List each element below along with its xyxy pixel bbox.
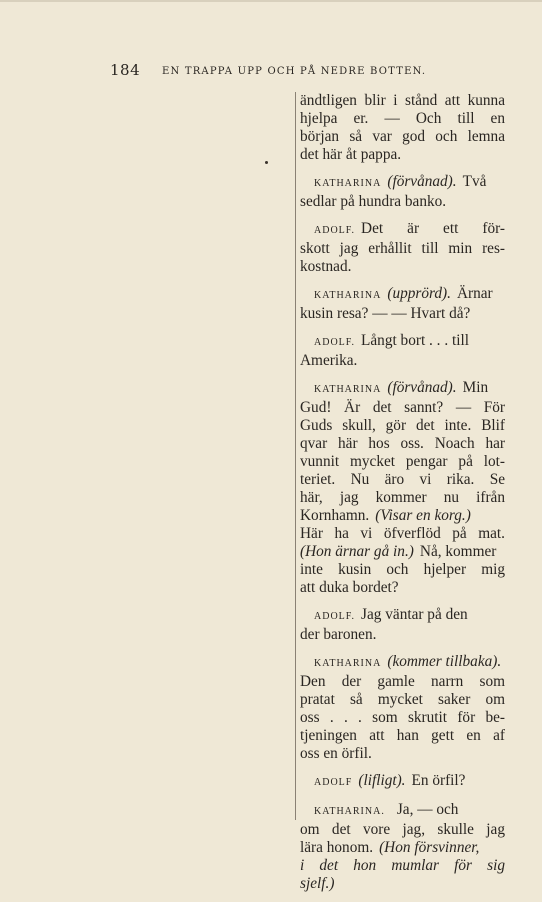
speech-text: lära honom. (300, 839, 374, 856)
text-line: der baronen. (300, 626, 377, 643)
stage-direction: (förvånad). (387, 379, 457, 396)
speech-text: Långt bort . . . till (361, 332, 469, 349)
text-line: Den der gamle narrn som (300, 673, 505, 690)
text-line: det här åt pappa. (300, 146, 402, 163)
speech-text: Ärnar (456, 285, 493, 302)
column-rule (295, 92, 296, 820)
speech-first-line (300, 220, 505, 240)
speech-adolf-4 (300, 772, 505, 792)
text-line: kostnad. (300, 258, 352, 275)
text-line: sedlar på hundra banko. (300, 193, 447, 210)
text-line: Amerika. (300, 352, 358, 369)
text-line: oss . . . som skrutit för be- (300, 709, 505, 726)
text-line: här, jag kommer nu ifrån (300, 489, 505, 506)
stage-direction: (upprörd). (387, 285, 451, 302)
top-edge-rule (0, 0, 542, 2)
text-line: Här ha vi öfverflöd på mat. (300, 525, 505, 542)
text-line (300, 839, 505, 857)
text-line (300, 507, 505, 525)
speaker-name: KATHARINA (314, 658, 382, 669)
stage-direction: (Hon försvinner, (379, 839, 480, 856)
stage-direction: (lifligt). (358, 772, 406, 789)
speech-first-line (300, 173, 505, 193)
running-title: EN TRAPPA UPP OCH PÅ NEDRE BOTTEN. (162, 66, 427, 77)
speech-first-line (300, 801, 505, 821)
speech-text: Jag väntar på den (361, 606, 468, 623)
stage-direction: (förvånad). (387, 173, 457, 190)
text-line (300, 543, 505, 561)
text-line: teriet. Nu äro vi rika. Se (300, 471, 505, 488)
text-line: ändtligen blir i stånd att kunna (300, 92, 505, 109)
speaker-name: ADOLF. (314, 337, 356, 348)
speech-first-line (300, 379, 505, 399)
text-line: tjeningen att han gett en af (300, 727, 505, 744)
speech-text: En örfil? (411, 772, 466, 789)
text-line: att duka bordet? (300, 579, 399, 596)
text-line: skott jag erhållit till min res- (300, 240, 505, 257)
text-line: inte kusin och hjelper mig (300, 561, 505, 578)
speech-text: Ja, — och (396, 801, 459, 818)
text-line: hjelpa er. — Och till en (300, 110, 505, 127)
speech-first-line (300, 606, 505, 626)
speaker-name: KATHARINA (314, 178, 382, 189)
speech-first-line (300, 332, 505, 352)
speech-katharina-2 (300, 285, 505, 323)
speech-first-line (300, 285, 505, 305)
speech-first-line (300, 772, 505, 792)
stage-direction: (Visar en korg.) (375, 507, 471, 524)
speech-adolf-3 (300, 606, 505, 644)
speaker-name: ADOLF (314, 777, 353, 788)
speech-text: Min (462, 379, 489, 396)
dialogue-text (300, 92, 505, 902)
text-line: Gud! Är det sannt? — För (300, 399, 505, 416)
ink-speck (265, 161, 268, 164)
speech-first-line (300, 653, 505, 673)
stage-direction: (Hon ärnar gå in.) (300, 543, 414, 560)
speech-katharina-3 (300, 379, 505, 597)
text-line: Guds skull, gör det inte. Blif (300, 417, 505, 434)
speech-adolf-1 (300, 220, 505, 276)
speaker-name: KATHARINA (314, 384, 382, 395)
text-line: om det vore jag, skulle jag (300, 821, 505, 838)
text-line: kusin resa? — — Hvart då? (300, 305, 471, 322)
text-line: pratat så mycket saker om (300, 691, 505, 708)
speech-text: Två (462, 173, 487, 190)
speaker-name: ADOLF. (314, 225, 356, 236)
speech-text: Kornhamn. (300, 507, 370, 524)
text-line: början så var god och lemna (300, 128, 505, 145)
speech-text: Det är ett för- (361, 220, 505, 237)
text-line (300, 857, 505, 875)
text-line: qvar här hos oss. Noach har (300, 435, 505, 452)
speech-text: Nå, kommer (419, 543, 497, 560)
speaker-name: KATHARINA (314, 290, 382, 301)
page-number: 184 (110, 61, 141, 79)
text-line (300, 875, 505, 893)
stage-direction: (kommer tillbaka). (387, 653, 502, 670)
text-line: oss en örfil. (300, 745, 372, 762)
stage-direction: i det hon mumlar för sig (300, 857, 505, 874)
text-block-1 (300, 92, 505, 164)
speech-katharina-5 (300, 801, 505, 893)
speaker-name: KATHARINA. (314, 806, 385, 817)
stage-direction: sjelf.) (300, 875, 335, 892)
speech-adolf-2 (300, 332, 505, 370)
speaker-name: ADOLF. (314, 611, 356, 622)
speech-katharina-1 (300, 173, 505, 211)
text-line: vunnit mycket pengar på lot- (300, 453, 505, 470)
speech-katharina-4 (300, 653, 505, 763)
